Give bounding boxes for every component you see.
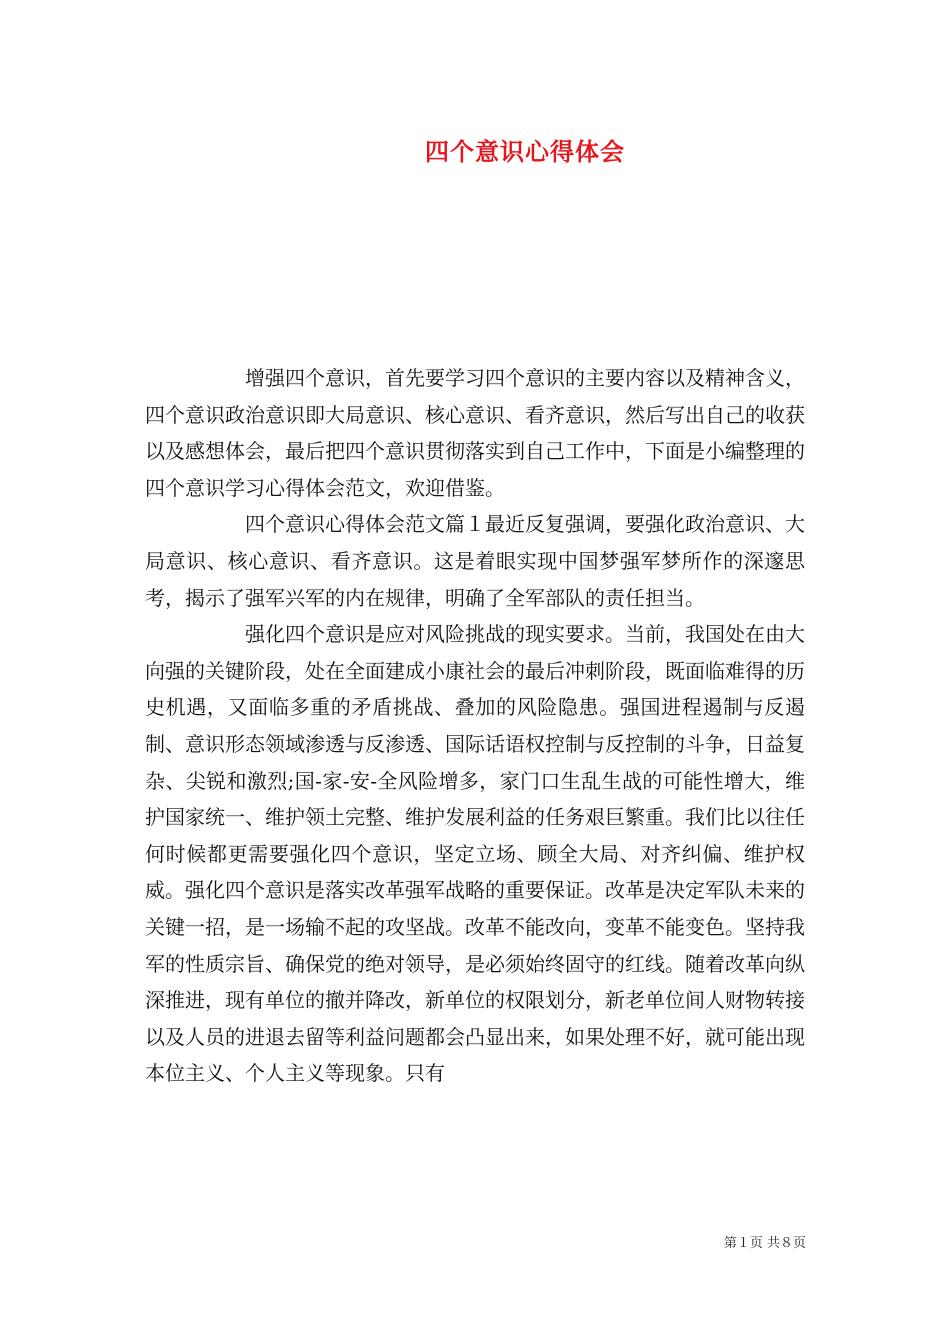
document-body [145, 360, 805, 1092]
document-title: 四个意识心得体会 [425, 137, 625, 166]
paragraph-intro: 增强四个意识，首先要学习四个意识的主要内容以及精神含义，四个意识政治意识即大局意识、核心意识、看齐意识，然后写出自己的收获以及感想体会，最后把四个意识贯彻落实到自己工作中，下面是小编整理的四个意识学习心得体会范文，欢迎借鉴。 [145, 366, 805, 500]
paragraph-risk-challenges: 强化四个意识是应对风险挑战的现实要求。当前，我国处在由大向强的关键阶段，处在全面建成小康社会的最后冲刺阶段，既面临难得的历史机遇，又面临多重的矛盾挑战、叠加的风险隐患。强国进程遏制与反遏制、意识形态领域渗透与反渗透、国际话语权控制与反控制的斗争，日益复杂、尖锐和激烈;国-家-安-全风险增多，家门口生乱生战的可能性增大，维护国家统一、维护领土完整、维护发展利益的任务艰巨繁重。我们比以往任何时候都更需要强化四个意识，坚定立场、顾全大局、对齐纠偏、维护权威。强化四个意识是落实改革强军战略的重要保证。改革是决定军队未来的关键一招，是一场输不起的攻坚战。改革不能改向，变革不能变色。坚持我军的性质宗旨、确保党的绝对领导，是必须始终固守的红线。随着改革向纵深推进，现有单位的撤并降改，新单位的权限划分，新老单位间人财物转接以及人员的进退去留等利益问题都会凸显出来，如果处理不好，就可能出现本位主义、个人主义等现象。只有 [145, 622, 805, 1086]
page-number-footer: 第１页 共８页 [723, 1236, 807, 1251]
paragraph-essay-one: 四个意识心得体会范文篇１最近反复强调，要强化政治意识、大局意识、核心意识、看齐意识。这是着眼实现中国梦强军梦所作的深邃思考，揭示了强军兴军的内在规律，明确了全军部队的责任担当。 [145, 512, 805, 610]
